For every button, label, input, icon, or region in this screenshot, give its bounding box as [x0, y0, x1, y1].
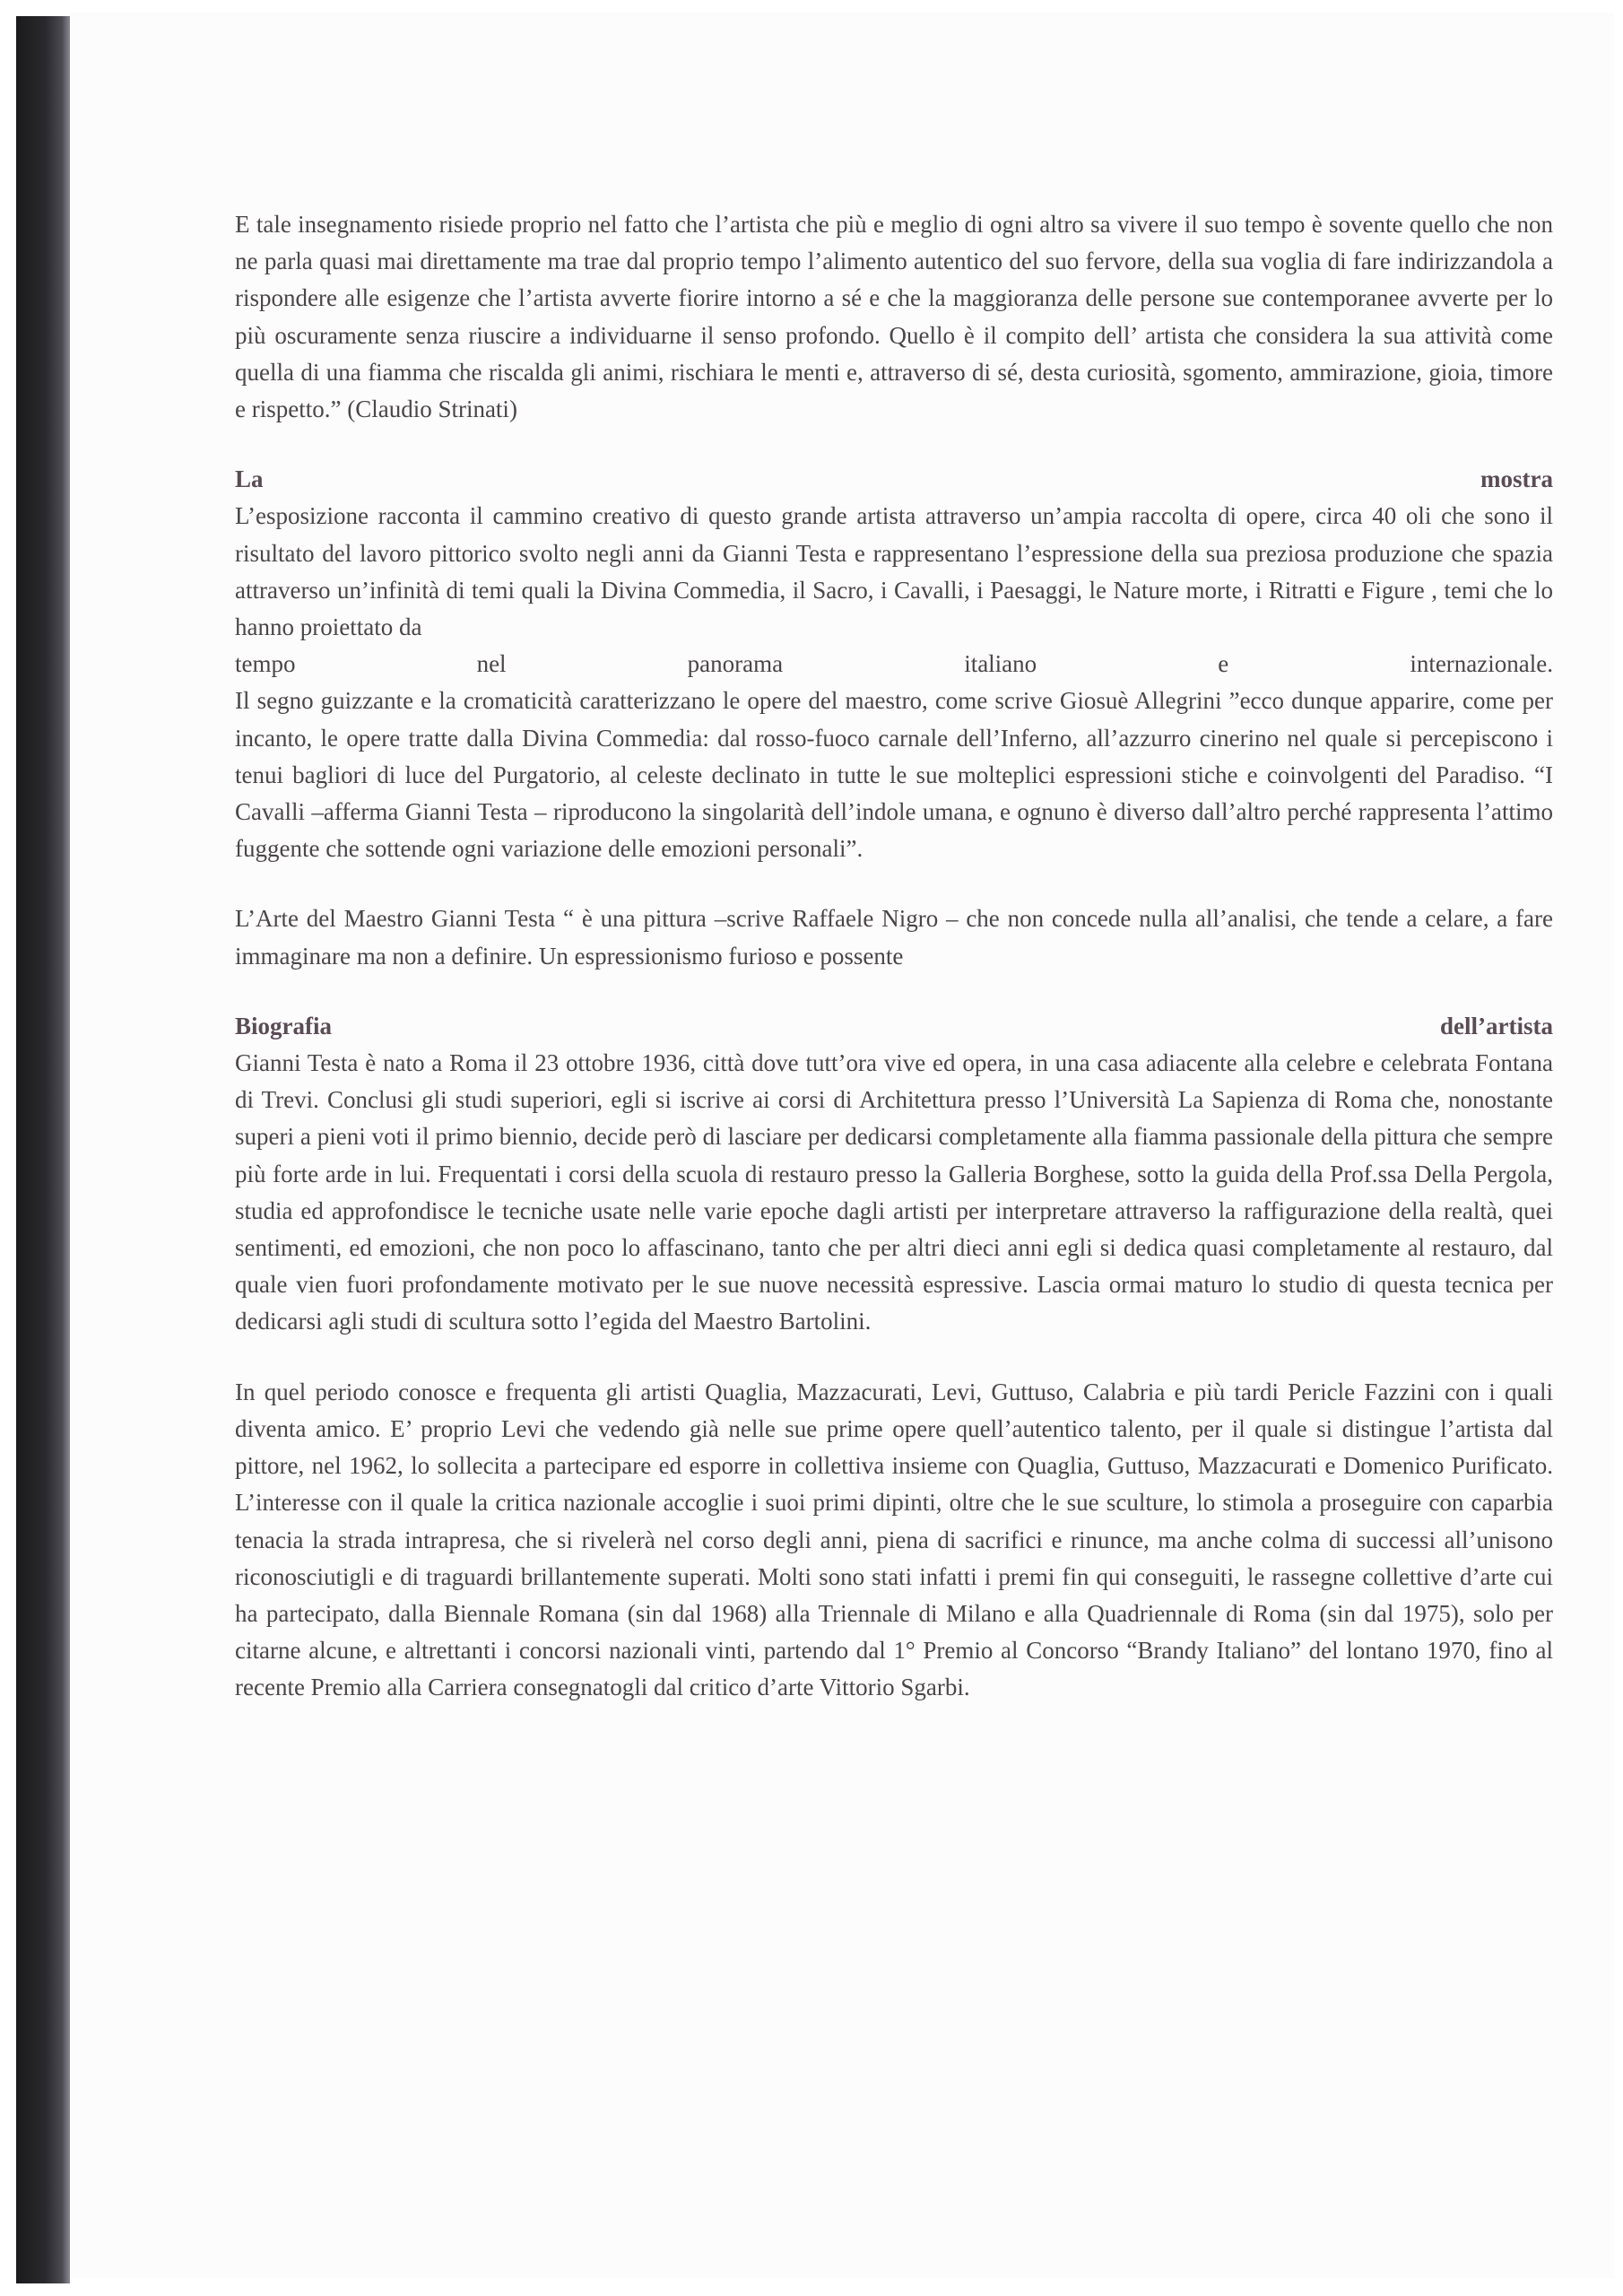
spacer [235, 975, 1553, 1008]
spacer [235, 428, 1553, 461]
spread-word: italiano [964, 650, 1037, 678]
document-body [235, 206, 1553, 1707]
arte-paragraph: L’Arte del Maestro Gianni Testa “ è una pittura –scrive Raffaele Nigro – che non concede nulla all’analisi, che tende a celare, a fare immaginare ma non a definire. Un espressionismo furioso e possente [235, 905, 1553, 970]
heading-word: Biografia [235, 1012, 332, 1039]
spread-word: panorama [687, 650, 784, 678]
spacer [235, 867, 1553, 900]
heading-la-mostra [235, 461, 1553, 498]
spread-word: tempo [235, 650, 296, 678]
heading-word: mostra [1480, 465, 1553, 493]
spread-word: nel [476, 650, 507, 678]
heading-word: dell’artista [1440, 1012, 1553, 1039]
scan-binding-edge [16, 16, 70, 2283]
heading-biografia [235, 1008, 1553, 1045]
spread-word: e [1218, 650, 1229, 678]
spacer [235, 1341, 1553, 1374]
intro-quote-paragraph: E tale insegnamento risiede proprio nel fatto che l’artista che più e meglio di ogni altro sa vivere il suo tempo è sovente quello che non ne parla quasi mai direttamente ma trae dal proprio tempo l’alimento autentico del suo fervore, della sua voglia di fare indirizzandola a rispondere alle esigenze che l’artista avverte fiorire intorno a sé e che la maggioranza delle persone sue contemporanee avverte per lo più oscuramente senza riuscire a individuarne il senso profondo. Quello è il compito dell’ artista che considera la sua attività come quella di una fiamma che riscalda gli animi, rischiara le menti e, attraverso di sé, desta curiosità, sgomento, ammirazione, gioia, timore e rispetto.” (Claudio Strinati) [235, 211, 1553, 423]
mostra-paragraph-2: Il segno guizzante e la cromaticità caratterizzano le opere del maestro, come scrive Giosuè Allegrini ”ecco dunque apparire, come per incanto, le opere tratte dalla Divina Commedia: dal rosso-fuoco carnale dell’Inferno, all’azzurro cinerino nel quale si percepiscono i tenui bagliori di luce del Purgatorio, al celeste declinato in tutte le sue molteplici espressioni stiche e coinvolgenti del Paradiso. “I Cavalli –afferma Gianni Testa – riproducono la singolarità dell’indole umana, e ognuno è diverso dall’altro perché rappresenta l’attimo fuggente che sottende ogni variazione delle emozioni personali”. [235, 687, 1553, 863]
mostra-paragraph-1: L’esposizione racconta il cammino creativo di questo grande artista attraverso un’ampia raccolta di opere, circa 40 oli che sono il risultato del lavoro pittorico svolto negli anni da Gianni Testa e rappresentano l’espressione della sua preziosa produzione che spazia attraverso un’infinità di temi quali la Divina Commedia, il Sacro, i Cavalli, i Paesaggi, le Nature morte, i Ritratti e Figure , temi che lo hanno proiettato da [235, 502, 1553, 641]
biography-paragraph-2: In quel periodo conosce e frequenta gli artisti Quaglia, Mazzacurati, Levi, Guttuso, Calabria e più tardi Pericle Fazzini con i quali diventa amico. E’ proprio Levi che vedendo già nelle sue prime opere quell’autentico talento, per il quale si distingue l’artista dal pittore, nel 1962, lo sollecita a partecipare ed esporre in collettiva insieme con Quaglia, Guttuso, Mazzacurati e Domenico Purificato. L’interesse con il quale la critica nazionale accoglie i suoi primi dipinti, oltre che le sue sculture, lo stimola a proseguire con caparbia tenacia la strada intrapresa, che si rivelerà nel corso degli anni, piena di sacrifici e rinunce, ma anche colma di successi all’unisono riconosciutigli e di traguardi brillantemente superati. Molti sono stati infatti i premi fin qui conseguiti, le rassegne collettive d’arte cui ha partecipato, dalla Biennale Romana (sin dal 1968) alla Triennale di Milano e alla Quadriennale di Roma (sin dal 1975), solo per citarne alcune, e altrettanti i concorsi nazionali vinti, partendo dal 1° Premio al Concorso “Brandy Italiano” del lontano 1970, fino al recente Premio alla Carriera consegnatogli dal critico d’arte Vittorio Sgarbi. [235, 1378, 1553, 1701]
heading-word: La [235, 465, 264, 493]
biography-paragraph-1: Gianni Testa è nato a Roma il 23 ottobre 1936, città dove tutt’ora vive ed opera, in una casa adiacente alla celebre e celebrata Fontana di Trevi. Conclusi gli studi superiori, egli si iscrive ai corsi di Architettura presso l’Università La Sapienza di Roma che, nonostante superi a pieni voti il primo biennio, decide però di lasciare per dedicarsi completamente alla fiamma passionale della pittura che sempre più forte arde in lui. Frequentati i corsi della scuola di restauro presso la Galleria Borghese, sotto la guida della Prof.ssa Della Pergola, studia ed approfondisce le tecniche usate nelle varie epoche dagli artisti per interpretare attraverso la raffigurazione della realtà, quei sentimenti, ed emozioni, che non poco lo affascinano, tanto che per altri dieci anni egli si dedica quasi completamente al restauro, dal quale vien fuori profondamente motivato per le sue nuove necessità espressive. Lascia ormai maturo lo studio di questa tecnica per dedicarsi agli studi di scultura sotto l’egida del Maestro Bartolini. [235, 1049, 1553, 1335]
spread-word: internazionale. [1410, 650, 1553, 678]
spread-line [235, 646, 1553, 683]
